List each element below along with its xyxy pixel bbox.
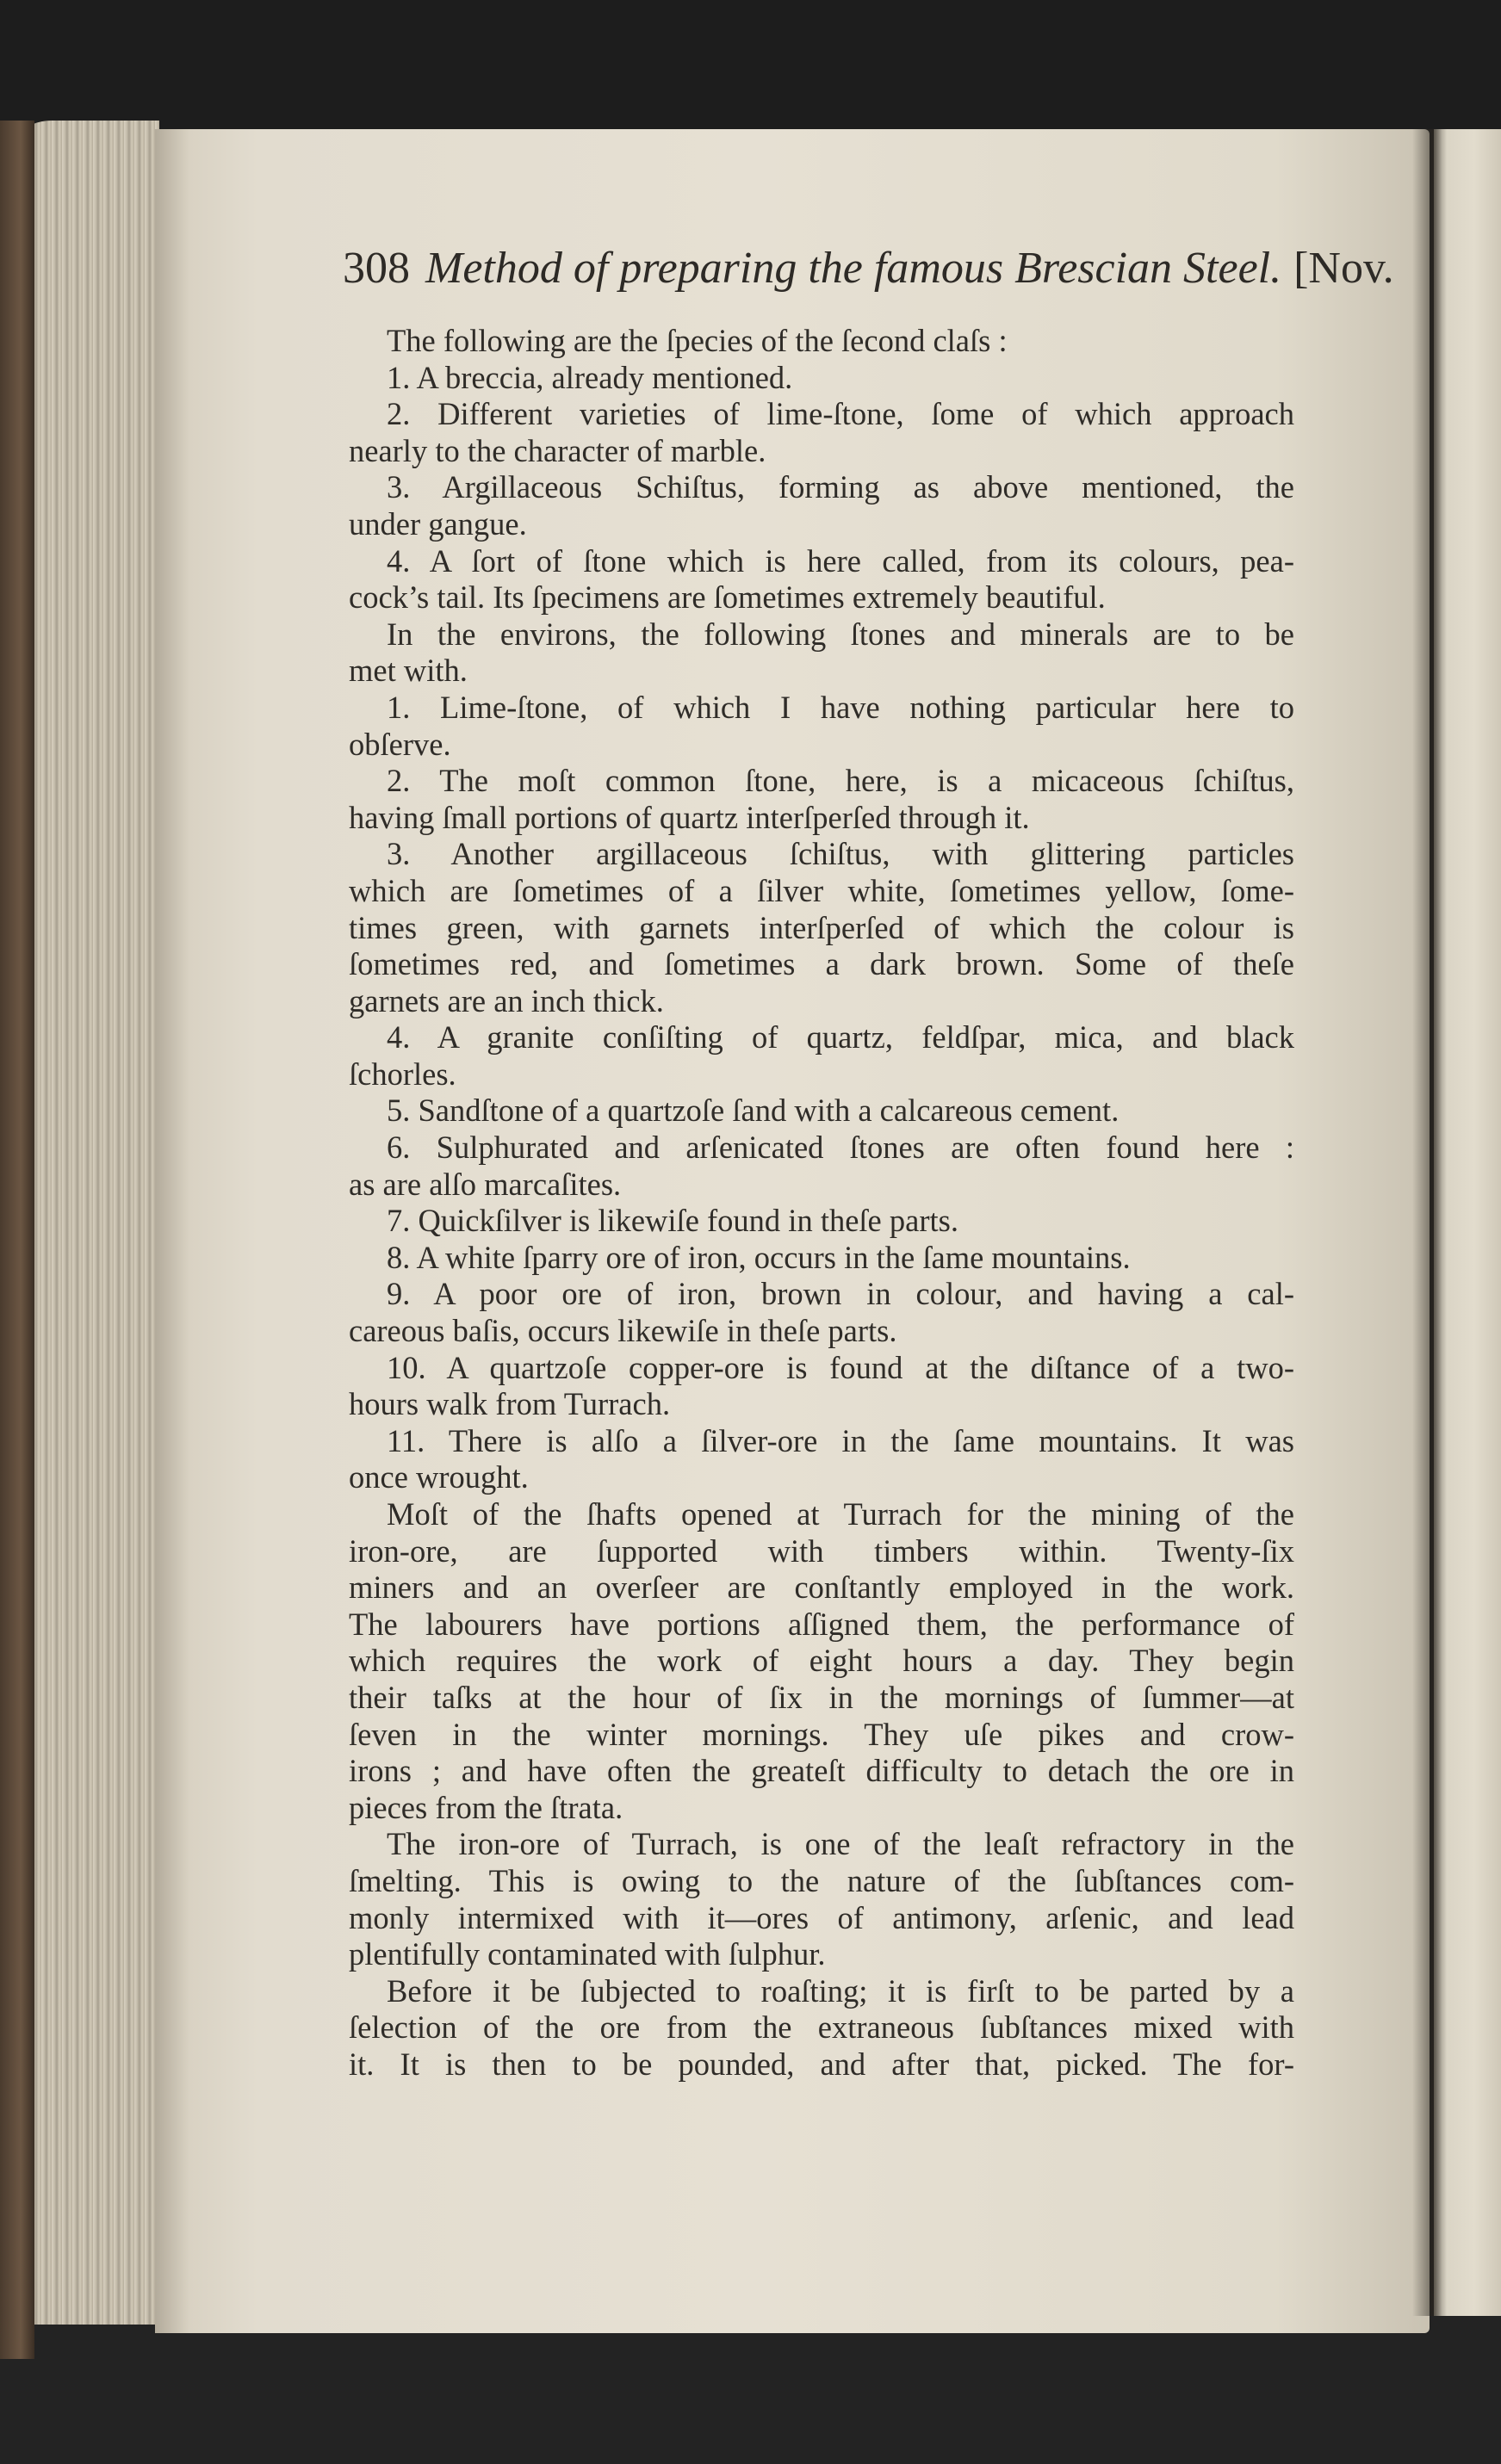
text-line: 3. Another argillaceous ſchiſtus, with glittering particles bbox=[387, 836, 1294, 872]
text-line: The following are the ſpecies of the ſecond claſs : bbox=[387, 323, 1008, 358]
text-line: ſchorles. bbox=[349, 1056, 456, 1092]
text-line: pieces from the ſtrata. bbox=[349, 1789, 623, 1825]
text-line: ſeven in the winter mornings. They uſe pikes and crow- bbox=[349, 1716, 1294, 1752]
text-line: 1. Lime-ſtone, of which I have nothing particular here to bbox=[387, 689, 1294, 725]
text-line: 1. A breccia, already mentioned. bbox=[387, 359, 793, 395]
text-line: which requires the work of eight hours a day. They begin bbox=[349, 1643, 1294, 1679]
page-number: 308 bbox=[343, 244, 410, 293]
text-line: 6. Sulphurated and arſenicated ſtones are often found here : bbox=[387, 1130, 1294, 1166]
text-line: careous baſis, occurs likewiſe in theſe parts. bbox=[349, 1313, 897, 1349]
body-text bbox=[349, 323, 1294, 2083]
text-line: The labourers have portions aſſigned them, the performance of bbox=[349, 1606, 1294, 1642]
text-line: The iron-ore of Turrach, is one of the leaſt refractory in the bbox=[387, 1826, 1294, 1862]
text-line: 5. Sandſtone of a quartzoſe ſand with a calcareous cement. bbox=[387, 1093, 1120, 1129]
text-line: 2. The moſt common ſtone, here, is a micaceous ſchiſtus, bbox=[387, 763, 1294, 799]
text-line: hours walk from Turrach. bbox=[349, 1386, 671, 1422]
text-line: met with. bbox=[349, 653, 468, 689]
text-line: 11. There is alſo a ſilver-ore in the ſame mountains. It was bbox=[387, 1422, 1294, 1458]
text-line: once wrought. bbox=[349, 1459, 529, 1495]
text-line: which are ſometimes of a ſilver white, ſometimes yellow, ſome- bbox=[349, 872, 1294, 908]
text-line: as are alſo marcaſites. bbox=[349, 1166, 622, 1202]
text-line: 2. Different varieties of lime-ſtone, ſome of which approach bbox=[387, 396, 1294, 432]
text-line: 8. A white ſparry ore of iron, occurs in the ſame mountains. bbox=[387, 1239, 1131, 1275]
text-line: 7. Quickſilver is likewiſe found in theſe parts. bbox=[387, 1203, 958, 1239]
running-head bbox=[343, 243, 1394, 312]
text-line: garnets are an inch thick. bbox=[349, 982, 664, 1018]
text-line: it. It is then to be pounded, and after that, picked. The for- bbox=[349, 2046, 1294, 2082]
text-line: times green, with garnets interſperſed of which the colour is bbox=[349, 909, 1294, 945]
text-line: ſelection of the ore from the extraneous ſubſtances mixed with bbox=[349, 2009, 1294, 2046]
text-line: under gangue. bbox=[349, 505, 527, 542]
page-gutter-shadow bbox=[1412, 129, 1447, 2316]
dark-backdrop bbox=[0, 0, 1501, 129]
text-line: their taſks at the hour of ſix in the mornings of ſummer—at bbox=[349, 1679, 1294, 1715]
text-line: irons ; and have often the greateſt difficulty to detach the ore in bbox=[349, 1753, 1294, 1789]
text-line: In the environs, the following ſtones and minerals are to be bbox=[387, 616, 1294, 652]
text-line: plentifully contaminated with ſulphur. bbox=[349, 1936, 826, 1972]
text-line: 10. A quartzoſe copper-ore is found at the diſtance of a two- bbox=[387, 1349, 1294, 1385]
text-line: miners and an overſeer are conſtantly employed in the work. bbox=[349, 1569, 1294, 1606]
text-line: 4. A granite conſiſting of quartz, feldſpar, mica, and black bbox=[387, 1019, 1294, 1056]
text-line: 4. A ſort of ſtone which is here called, from its colours, pea- bbox=[387, 542, 1294, 579]
text-line: Moſt of the ſhafts opened at Turrach for the mining of the bbox=[387, 1496, 1294, 1532]
book-cover-edge bbox=[0, 121, 34, 2359]
text-line: iron-ore, are ſupported with timbers within. Twenty-ſix bbox=[349, 1532, 1294, 1569]
text-line: 9. A poor ore of iron, brown in colour, and having a cal- bbox=[387, 1276, 1294, 1312]
text-line: 3. Argillaceous Schiſtus, forming as above mentioned, the bbox=[387, 469, 1294, 505]
running-title: Method of preparing the famous Brescian Steel. bbox=[425, 244, 1282, 293]
running-month: [Nov. bbox=[1293, 244, 1394, 293]
text-line: monly intermixed with it—ores of antimony, arſenic, and lead bbox=[349, 1899, 1294, 1935]
text-line: ſmelting. This is owing to the nature of the ſubſtances com- bbox=[349, 1862, 1294, 1898]
text-line: cock’s tail. Its ſpecimens are ſometimes extremely beautiful. bbox=[349, 579, 1106, 616]
text-line: having ſmall portions of quartz interſperſed through it. bbox=[349, 799, 1030, 835]
text-line: ſometimes red, and ſometimes a dark brown. Some of theſe bbox=[349, 946, 1294, 982]
text-line: nearly to the character of marble. bbox=[349, 432, 766, 468]
text-line: Before it be ſubjected to roaſting; it is firſt to be parted by a bbox=[387, 1972, 1294, 2009]
text-line: obſerve. bbox=[349, 726, 451, 762]
